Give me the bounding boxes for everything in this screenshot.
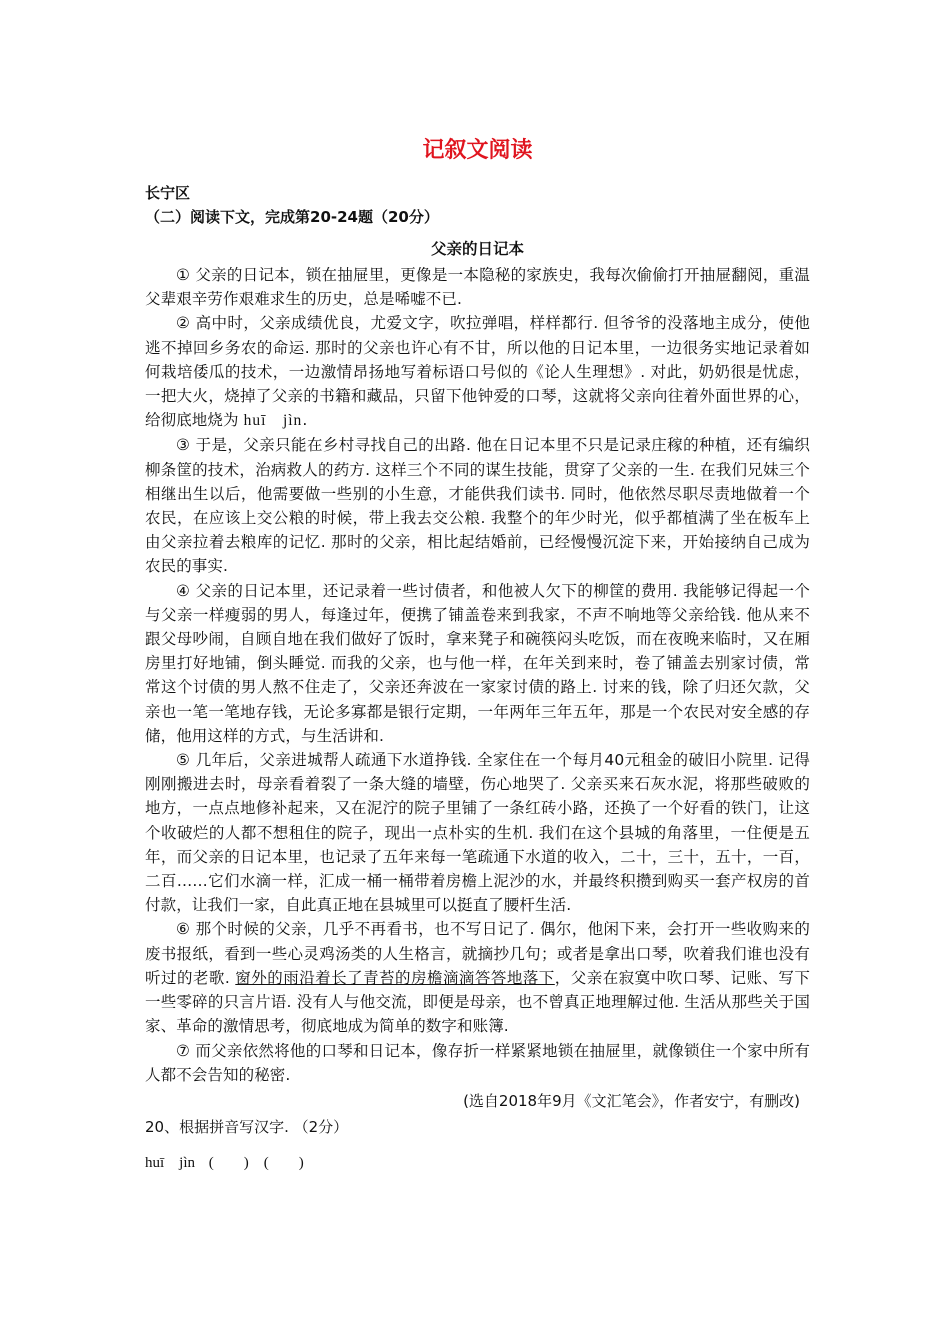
article-title: 父亲的日记本: [430, 240, 524, 258]
question-20: 20、根据拼音写汉字. （2分）: [145, 1117, 349, 1136]
document-title: 记叙文阅读: [422, 138, 533, 163]
answer-blanks[interactable]: ( ) ( ): [208, 1154, 304, 1171]
underlined-sentence: 窗外的雨沿着长了青苔的房檐滴滴答答地落下: [235, 968, 555, 987]
paragraph-4: ④ 父亲的日记本里，还记录着一些讨债者，和他被人欠下的柳筐的费用. 我能够记得起一个与父亲一样瘦弱的男人，每逢过年，便携了铺盖卷来到我家，不声不响地等父亲给钱. 他从来不跟父母吵闹，自顾自地在我们做好了饭时，拿来凳子和碗筷闷头吃饭，而在夜晚来临时，又在厢房里打好地铺，倒头睡觉. 而我的父亲，也与他一样，在年关到来时，卷了铺盖去别家讨债，常常这个讨债的男人熬不住走了，父亲还奔波在一家家讨债的路上. 讨来的钱，除了归还欠款，父亲也一笔一笔地存钱，无论多寡都是银行定期，一年两年三年五年，那是一个农民对安全感的存储，他用这样的方式，与生活讲和.: [145, 581, 810, 745]
paragraph-2-text: ② 高中时，父亲成绩优良，尤爱文字，吹拉弹唱，样样都行. 但爷爷的没落地主成分，使他逃不掉回乡务农的命运. 那时的父亲也许心有不甘，所以他的日记本里，一边很务实地记录着如何栽培倭瓜的技术，一边激情昂扬地写着标语口号似的《论人生理想》. 对此，奶奶很是忧虑，一把大火，烧掉了父亲的书籍和藏品，只留下他钟爱的口琴，这就将父亲向往着外面世界的心，给彻底地烧为: [145, 314, 810, 430]
paragraph-6: [145, 917, 810, 1038]
paragraph-2-end: .: [302, 411, 308, 430]
district-label: 长宁区: [145, 184, 191, 202]
answer-pinyin: huī jìn: [145, 1154, 196, 1171]
paragraph-6-rest: ，父亲在寂寞中吹口琴、记账、写下一些零碎的只言片语. 没有人与他交流，即便是母亲，也不曾真正地理解过他. 生活从那些关于国家、革命的激情思考，彻底地成为简单的数字和账簿.: [145, 968, 810, 1036]
paragraph-6-text: ⑥ 那个时候的父亲，几乎不再看书，也不写日记了. 偶尔，他闲下来，会打开一些收购来的废书报纸，看到一些心灵鸡汤类的人生格言，就摘抄几句；或者是拿出口琴，吹着我们谁也没有听过的老歌.: [145, 920, 810, 987]
source-citation: (选自2018年9月《文汇笔会》，作者安宁，有删改): [463, 1091, 800, 1110]
paragraph-2: [145, 311, 810, 433]
document-page: [145, 135, 810, 1175]
paragraph-5: ⑤ 几年后，父亲进城帮人疏通下水道挣钱. 全家住在一个每月40元租金的破旧小院里. 记得刚刚搬进去时，母亲看着裂了一条大缝的墙壁，伤心地哭了. 父亲买来石灰水泥，将那些破败的地方，一点点地修补起来，又在泥泞的院子里铺了一条红砖小路，还换了一个好看的铁门，让这个收破烂的人都不想租住的院子，现出一点朴实的生机. 我们在这个县城的角落里，一住便是五年，而父亲的日记本里，也记录了五年来每一笔疏通下水道的收入，二十，三十，五十，一百，二百……它们水滴一样，汇成一桶一桶带着房檐上泥沙的水，并最终积攒到购买一套产权房的首付款，让我们一家，自此真正地在县城里可以挺直了腰杆生活.: [145, 751, 810, 915]
answer-line: [145, 1151, 810, 1175]
paragraph-3: ③ 于是，父亲只能在乡村寻找自己的出路. 他在日记本里不只是记录庄稼的种植，还有编织柳条筐的技术，治病救人的药方. 这样三个不同的谋生技能，贯穿了父亲的一生. 在我们兄妹三个相继出生以后，他需要做一些别的小生意，才能供我们读书. 同时，他依然尽职尽责地做着一个农民，在应该上交公粮的时候，带上我去交公粮. 我整个的年少时光，似乎都植满了坐在板车上由父亲拉着去粮库的记忆. 那时的父亲，相比起结婚前，已经慢慢沉淀下来，开始接纳自己成为农民的事实.: [145, 436, 810, 576]
section-heading: （二）阅读下文，完成第20-24题（20分）: [145, 208, 439, 226]
paragraph-1: ① 父亲的日记本，锁在抽屉里，更像是一本隐秘的家族史，我每次偷偷打开抽屉翻阅，重温父辈艰辛劳作艰难求生的历史，总是唏嘘不已.: [145, 266, 810, 309]
paragraph-2-pinyin: huī jìn: [243, 412, 303, 430]
paragraph-7: ⑦ 而父亲依然将他的口琴和日记本，像存折一样紧紧地锁在抽屉里，就像锁住一个家中所有人都不会告知的秘密.: [145, 1041, 810, 1084]
